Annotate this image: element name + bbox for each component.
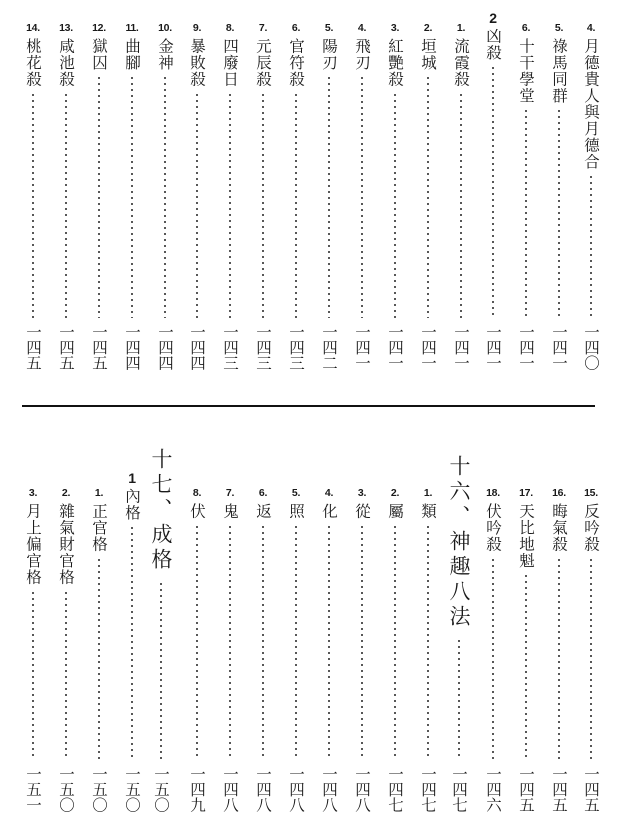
leader-dots	[65, 590, 67, 760]
toc-entry[interactable]	[576, 487, 606, 812]
leader-dots	[131, 75, 133, 318]
entry-title: 反吟殺	[582, 503, 600, 553]
leader-dots	[196, 92, 198, 318]
toc-entry[interactable]	[544, 487, 574, 812]
entry-page: 一四七	[386, 765, 404, 812]
leader-dots	[98, 75, 100, 318]
entry-title: 鬼	[221, 503, 239, 520]
entry-title: 照	[287, 503, 305, 520]
leader-dots	[328, 524, 330, 760]
leader-dots	[98, 557, 100, 760]
subheading-title: 凶殺	[484, 28, 502, 61]
leader-dots	[492, 65, 494, 318]
entry-number: 1.	[423, 487, 433, 499]
toc-entry[interactable]	[84, 487, 114, 812]
leader-dots	[229, 524, 231, 760]
entry-title: 伏	[188, 503, 206, 520]
section-page: 一五〇	[152, 765, 170, 812]
entry-page: 一四一	[419, 323, 437, 370]
entry-title: 雜氣財官格	[57, 503, 75, 586]
entry-page: 一四八	[287, 765, 305, 812]
toc-entry[interactable]	[84, 22, 114, 370]
entry-page: 一四五	[24, 323, 42, 370]
entry-title: 垣城	[419, 38, 437, 71]
subheading-number: 1	[128, 470, 136, 486]
leader-dots	[558, 557, 560, 760]
entry-page: 一四六	[484, 765, 502, 812]
toc-entry[interactable]	[380, 487, 410, 812]
leader-dots	[295, 92, 297, 318]
toc-entry[interactable]	[347, 22, 377, 370]
entry-page: 一四八	[353, 765, 371, 812]
entry-number: 10.	[158, 22, 172, 34]
toc-entry[interactable]	[51, 22, 81, 370]
entry-title: 元辰殺	[254, 38, 272, 88]
leader-dots	[196, 524, 198, 760]
entry-page: 一四四	[156, 323, 174, 370]
leader-dots	[525, 108, 527, 318]
entry-number: 5.	[554, 22, 564, 34]
entry-title: 官符殺	[287, 38, 305, 88]
toc-entry[interactable]	[478, 487, 508, 812]
entry-title: 流霞殺	[452, 38, 470, 88]
entry-title: 晦氣殺	[550, 503, 568, 553]
entry-page: 一四四	[123, 323, 141, 370]
entry-number: 5.	[291, 487, 301, 499]
entry-page: 一四七	[419, 765, 437, 812]
entry-number: 2.	[61, 487, 71, 499]
entry-number: 13.	[59, 22, 73, 34]
leader-dots	[427, 75, 429, 318]
toc-entry[interactable]	[380, 22, 410, 370]
entry-title: 化	[320, 503, 338, 520]
entry-number: 7.	[225, 487, 235, 499]
entry-number: 5.	[324, 22, 334, 34]
entry-title: 金神	[156, 38, 174, 71]
leader-dots	[394, 524, 396, 760]
entry-title: 四廢日	[221, 38, 239, 88]
entry-number: 6.	[521, 22, 531, 34]
section-title: 十六、神趣八法	[447, 455, 471, 630]
entry-page: 一四四	[188, 323, 206, 370]
entry-page: 一五〇	[90, 765, 108, 812]
leader-dots	[262, 92, 264, 318]
entry-number: 15.	[584, 487, 598, 499]
entry-number: 14.	[26, 22, 40, 34]
entry-title: 天比地魁	[517, 503, 535, 569]
toc-entry[interactable]	[18, 487, 48, 812]
entry-number: 4.	[357, 22, 367, 34]
entry-page: 一四二	[320, 323, 338, 370]
leader-dots	[262, 524, 264, 760]
toc-entry[interactable]	[117, 22, 147, 370]
entry-number: 18.	[486, 487, 500, 499]
entry-title: 曲腳	[123, 38, 141, 71]
section-divider	[22, 405, 595, 407]
section-heading-17[interactable]	[143, 448, 179, 812]
subheading-title: 內格	[123, 488, 141, 521]
toc-entry[interactable]	[182, 487, 212, 812]
entry-number: 4.	[324, 487, 334, 499]
entry-number: 6.	[258, 487, 268, 499]
toc-entry[interactable]	[248, 487, 278, 812]
subheading-number: 2	[489, 10, 497, 26]
toc-entry[interactable]	[347, 487, 377, 812]
entry-number: 7.	[258, 22, 268, 34]
entry-page: 一四一	[517, 323, 535, 370]
entry-page: 一四三	[221, 323, 239, 370]
entry-page: 一四一	[452, 323, 470, 370]
leader-dots	[32, 92, 34, 318]
leader-dots	[32, 590, 34, 760]
toc-entry[interactable]	[511, 22, 541, 370]
toc-entry[interactable]	[413, 487, 443, 812]
entry-number: 8.	[225, 22, 235, 34]
entry-number: 2.	[423, 22, 433, 34]
toc-entry[interactable]	[446, 22, 476, 370]
leader-dots	[295, 524, 297, 760]
toc-entry[interactable]	[314, 487, 344, 812]
entry-title: 月上偏官格	[24, 503, 42, 586]
entry-title: 紅艷殺	[386, 38, 404, 88]
entry-title: 類	[419, 503, 437, 520]
leader-dots	[492, 557, 494, 760]
entry-page: 一四三	[254, 323, 272, 370]
leader-dots	[394, 92, 396, 318]
toc-entry[interactable]	[576, 22, 606, 370]
leader-dots	[328, 75, 330, 318]
entry-title: 屬	[386, 503, 404, 520]
leader-dots	[131, 525, 133, 760]
entry-page: 一四一	[386, 323, 404, 370]
entry-number: 17.	[519, 487, 533, 499]
entry-title: 月德貴人與月德合	[582, 38, 600, 170]
entry-number: 9.	[192, 22, 202, 34]
entry-page: 一四八	[221, 765, 239, 812]
entry-page: 一四五	[90, 323, 108, 370]
entry-number: 3.	[28, 487, 38, 499]
entry-title: 暴敗殺	[188, 38, 206, 88]
entry-page: 一四五	[57, 323, 75, 370]
leader-dots	[160, 581, 162, 760]
leader-dots	[361, 75, 363, 318]
entry-number: 1.	[456, 22, 466, 34]
entry-title: 咸池殺	[57, 38, 75, 88]
toc-entry[interactable]	[51, 487, 81, 812]
toc-entry[interactable]	[182, 22, 212, 370]
section-heading-16[interactable]	[441, 455, 477, 812]
entry-number: 1.	[94, 487, 104, 499]
entry-number: 12.	[92, 22, 106, 34]
toc-entry[interactable]	[281, 487, 311, 812]
entry-page: 一五一	[24, 765, 42, 812]
entry-page: 一五〇	[57, 765, 75, 812]
toc-entry[interactable]	[215, 487, 245, 812]
leader-dots	[558, 108, 560, 318]
entry-number: 6.	[291, 22, 301, 34]
toc-subheading[interactable]	[478, 12, 508, 370]
entry-title: 伏吟殺	[484, 503, 502, 553]
entry-page: 一四八	[254, 765, 272, 812]
toc-entry[interactable]	[544, 22, 574, 370]
entry-number: 4.	[586, 22, 596, 34]
entry-title: 陽刃	[320, 38, 338, 71]
section-title: 十七、成格	[149, 448, 173, 573]
entry-page: 一五〇	[123, 765, 141, 812]
section-page: 一四七	[450, 765, 468, 812]
leader-dots	[229, 92, 231, 318]
entry-title: 桃花殺	[24, 38, 42, 88]
toc-entry[interactable]	[413, 22, 443, 370]
entry-page: 一四五	[517, 765, 535, 812]
entry-page: 一四五	[550, 765, 568, 812]
entry-number: 3.	[390, 22, 400, 34]
leader-dots	[361, 524, 363, 760]
entry-page: 一四一	[353, 323, 371, 370]
leader-dots	[590, 174, 592, 318]
entry-title: 從	[353, 503, 371, 520]
leader-dots	[65, 92, 67, 318]
entry-page: 一四八	[320, 765, 338, 812]
entry-title: 獄囚	[90, 38, 108, 71]
toc-subheading[interactable]	[117, 472, 147, 812]
toc-entry[interactable]	[18, 22, 48, 370]
entry-title: 返	[254, 503, 272, 520]
leader-dots	[525, 573, 527, 760]
entry-title: 正官格	[90, 503, 108, 553]
entry-title: 十干學堂	[517, 38, 535, 104]
entry-page: 一四五	[582, 765, 600, 812]
toc-entry[interactable]	[215, 22, 245, 370]
leader-dots	[164, 75, 166, 318]
entry-number: 11.	[125, 22, 139, 34]
entry-page: 一四三	[287, 323, 305, 370]
entry-number: 2.	[390, 487, 400, 499]
entry-number: 16.	[552, 487, 566, 499]
leader-dots	[427, 524, 429, 760]
entry-page: 一四一	[550, 323, 568, 370]
entry-page: 一四九	[188, 765, 206, 812]
entry-title: 祿馬同群	[550, 38, 568, 104]
entry-number: 8.	[192, 487, 202, 499]
toc-entry[interactable]	[248, 22, 278, 370]
toc-entry[interactable]	[314, 22, 344, 370]
leader-dots	[590, 557, 592, 760]
entry-number: 3.	[357, 487, 367, 499]
entry-title: 飛刃	[353, 38, 371, 71]
leader-dots	[458, 638, 460, 760]
toc-entry[interactable]	[281, 22, 311, 370]
toc-entry[interactable]	[150, 22, 180, 370]
entry-page: 一四一	[484, 323, 502, 370]
toc-entry[interactable]	[511, 487, 541, 812]
entry-page: 一四〇	[582, 323, 600, 370]
leader-dots	[460, 92, 462, 318]
